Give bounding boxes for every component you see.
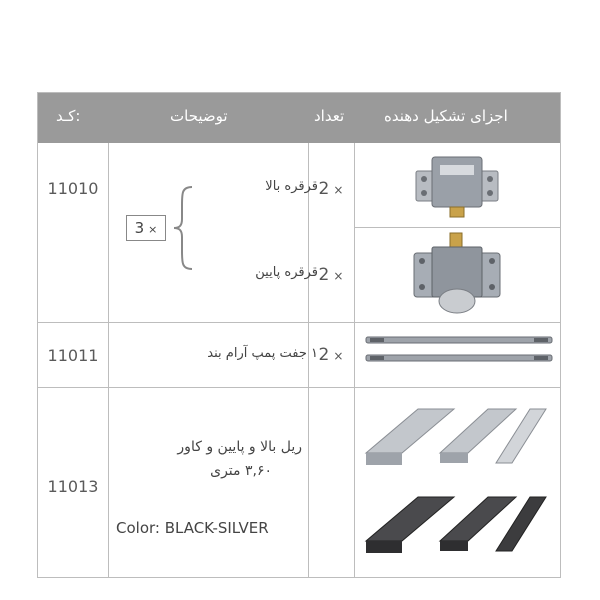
qty-upper-value: 2	[318, 179, 330, 199]
label-rails-line1: ریل بالا و پایین و کاور	[177, 439, 302, 455]
header-description: توضیحات	[170, 107, 228, 125]
times-symbol: ×	[333, 183, 344, 197]
code-11010: 11010	[47, 179, 99, 198]
times-symbol: ×	[333, 269, 344, 283]
table-header	[38, 93, 560, 143]
qty-soft-close-value: 2	[318, 345, 330, 365]
multiplier-value: 3	[134, 219, 145, 237]
divider-roller-split	[354, 227, 560, 228]
divider-row2	[38, 387, 560, 388]
qty-soft-close	[308, 345, 354, 365]
label-lower-roller: قرقره پایین	[255, 265, 318, 280]
lower-roller-icon	[410, 231, 504, 317]
divider-count	[354, 143, 355, 577]
multiplier-box	[126, 215, 166, 241]
label-upper-roller: قرقره بالا	[265, 179, 318, 194]
times-symbol: ×	[333, 349, 344, 363]
qty-upper-roller	[308, 179, 354, 199]
header-count: تعداد	[314, 107, 345, 125]
header-code: کـد:	[56, 107, 81, 125]
times-symbol: ×	[148, 223, 158, 236]
upper-roller-icon	[412, 153, 502, 225]
code-11011: 11011	[47, 346, 99, 365]
label-soft-close: ۱ جفت پمپ آرام بند	[207, 346, 318, 361]
brace-icon	[172, 185, 194, 271]
code-11013: 11013	[47, 477, 99, 496]
rail-profiles-icon	[360, 405, 556, 563]
divider-row1	[38, 322, 560, 323]
soft-close-damper-icon	[364, 333, 554, 369]
qty-lower-roller	[308, 265, 354, 285]
color-label: Color: BLACK-SILVER	[116, 519, 269, 537]
header-parts: اجزای تشکیل دهنده	[384, 107, 508, 125]
divider-code	[108, 143, 109, 577]
label-rails-line2: ۳,۶۰ متری	[210, 463, 272, 479]
qty-lower-value: 2	[318, 265, 330, 285]
parts-table	[37, 92, 561, 578]
